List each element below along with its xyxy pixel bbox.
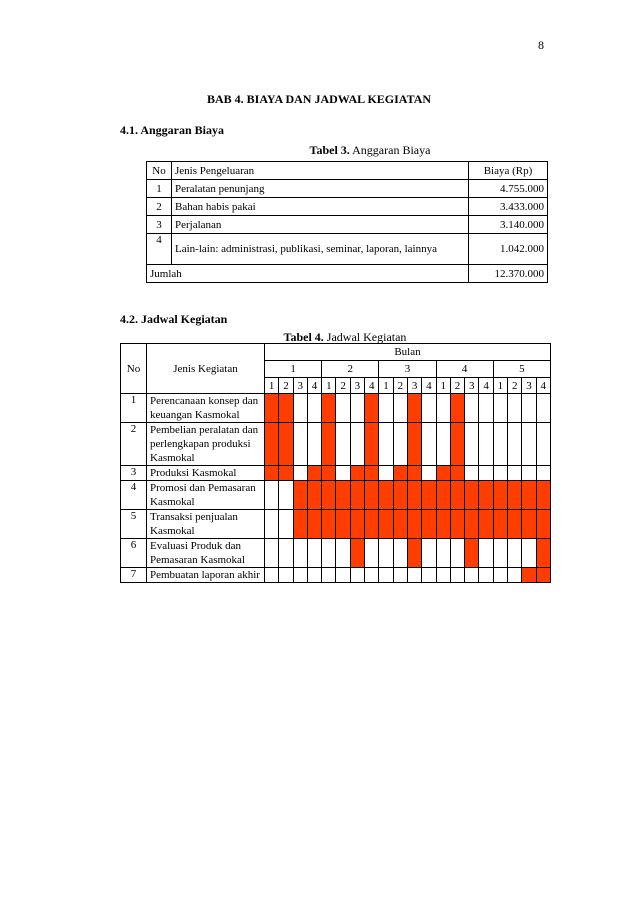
schedule-cell-active [536, 539, 550, 568]
schedule-cell [336, 568, 350, 583]
schedule-cell-active [407, 466, 421, 481]
budget-row [147, 216, 548, 234]
week-header: 3 [293, 378, 307, 394]
schedule-cell [336, 466, 350, 481]
budget-total-row [147, 265, 548, 283]
schedule-row [121, 394, 551, 423]
schedule-cell [479, 539, 493, 568]
schedule-cell [265, 539, 279, 568]
schedule-cell-active [265, 466, 279, 481]
total-value: 12.370.000 [469, 265, 548, 283]
schedule-cell [508, 539, 522, 568]
schedule-cell [479, 568, 493, 583]
schedule-cell-active [436, 481, 450, 510]
schedule-cell [322, 568, 336, 583]
row-item: Perjalanan [172, 216, 469, 234]
schedule-cell-active [336, 510, 350, 539]
schedule-cell [307, 423, 321, 466]
activity-no: 1 [121, 394, 147, 423]
row-no: 3 [147, 216, 172, 234]
schedule-cell [379, 466, 393, 481]
budget-header-row [147, 162, 548, 180]
schedule-cell [536, 394, 550, 423]
schedule-cell-active [465, 510, 479, 539]
week-header: 3 [522, 378, 536, 394]
activity-no: 7 [121, 568, 147, 583]
header-no: No [147, 162, 172, 180]
schedule-cell [265, 481, 279, 510]
schedule-cell [393, 568, 407, 583]
activity-no: 4 [121, 481, 147, 510]
schedule-cell-active [379, 510, 393, 539]
schedule-cell-active [365, 423, 379, 466]
schedule-cell-active [350, 510, 364, 539]
schedule-cell [293, 568, 307, 583]
month-header: 1 [265, 361, 322, 378]
activity-name: Promosi dan Pemasaran Kasmokal [147, 481, 265, 510]
week-header: 1 [493, 378, 507, 394]
schedule-cell [365, 568, 379, 583]
schedule-cell [307, 539, 321, 568]
schedule-cell-active [450, 466, 464, 481]
row-item: Lain-lain: administrasi, publikasi, seminar, laporan, lainnya [172, 234, 469, 265]
budget-row [147, 180, 548, 198]
week-header: 2 [450, 378, 464, 394]
schedule-cell [536, 466, 550, 481]
schedule-cell-active [279, 466, 293, 481]
schedule-cell [436, 539, 450, 568]
schedule-cell [393, 423, 407, 466]
month-header: 4 [436, 361, 493, 378]
schedule-cell [379, 394, 393, 423]
budget-row [147, 234, 548, 265]
schedule-cell [493, 466, 507, 481]
header-month-group: Bulan [265, 344, 551, 361]
schedule-cell [522, 466, 536, 481]
schedule-cell-active [279, 423, 293, 466]
row-cost: 4.755.000 [469, 180, 548, 198]
row-cost: 1.042.000 [469, 234, 548, 265]
week-header: 1 [322, 378, 336, 394]
schedule-cell [422, 539, 436, 568]
schedule-cell-active [450, 394, 464, 423]
schedule-cell [422, 423, 436, 466]
schedule-cell [465, 423, 479, 466]
schedule-cell [522, 423, 536, 466]
schedule-cell [322, 539, 336, 568]
schedule-cell-active [307, 466, 321, 481]
schedule-cell [508, 466, 522, 481]
schedule-cell-active [436, 510, 450, 539]
row-item: Peralatan penunjang [172, 180, 469, 198]
schedule-cell [293, 539, 307, 568]
schedule-cell-active [322, 481, 336, 510]
schedule-cell [293, 466, 307, 481]
schedule-cell-active [450, 510, 464, 539]
month-header: 2 [322, 361, 379, 378]
schedule-cell [350, 394, 364, 423]
schedule-cell-active [350, 481, 364, 510]
schedule-cell-active [322, 423, 336, 466]
schedule-cell [279, 481, 293, 510]
schedule-cell [479, 423, 493, 466]
week-header: 4 [479, 378, 493, 394]
schedule-cell-active [293, 481, 307, 510]
schedule-cell [393, 539, 407, 568]
schedule-cell [422, 568, 436, 583]
schedule-cell [265, 510, 279, 539]
schedule-cell-active [379, 481, 393, 510]
row-no: 4 [147, 234, 172, 265]
week-header: 4 [365, 378, 379, 394]
schedule-header-row [121, 344, 551, 361]
schedule-cell [293, 423, 307, 466]
schedule-cell [493, 568, 507, 583]
row-cost: 3.433.000 [469, 198, 548, 216]
schedule-cell-active [479, 510, 493, 539]
header-cost: Biaya (Rp) [469, 162, 548, 180]
schedule-cell-active [522, 481, 536, 510]
schedule-cell [293, 394, 307, 423]
schedule-cell-active [407, 481, 421, 510]
week-header: 4 [422, 378, 436, 394]
schedule-cell [279, 568, 293, 583]
schedule-cell-active [322, 466, 336, 481]
page-number: 8 [538, 38, 544, 52]
schedule-cell [508, 423, 522, 466]
schedule-cell [479, 394, 493, 423]
schedule-cell-active [307, 510, 321, 539]
schedule-row [121, 423, 551, 466]
schedule-cell-active [393, 510, 407, 539]
schedule-cell-active [465, 539, 479, 568]
schedule-cell-active [265, 423, 279, 466]
schedule-cell [465, 466, 479, 481]
schedule-cell [436, 423, 450, 466]
schedule-cell [522, 539, 536, 568]
schedule-cell-active [293, 510, 307, 539]
week-header: 4 [307, 378, 321, 394]
schedule-table [120, 343, 551, 583]
schedule-cell [379, 539, 393, 568]
schedule-cell-active [522, 568, 536, 583]
schedule-cell [508, 394, 522, 423]
caption-text: Anggaran Biaya [349, 143, 431, 157]
schedule-cell [493, 423, 507, 466]
schedule-cell-active [465, 481, 479, 510]
schedule-cell [393, 394, 407, 423]
schedule-cell [379, 568, 393, 583]
schedule-cell [465, 568, 479, 583]
week-header: 2 [336, 378, 350, 394]
schedule-cell-active [407, 423, 421, 466]
schedule-cell [422, 466, 436, 481]
row-item: Bahan habis pakai [172, 198, 469, 216]
month-header: 3 [379, 361, 436, 378]
activity-name: Pembuatan laporan akhir [147, 568, 265, 583]
schedule-cell [365, 539, 379, 568]
activity-name: Produksi Kasmokal [147, 466, 265, 481]
schedule-cell-active [407, 510, 421, 539]
activity-name: Perencanaan konsep dan keuangan Kasmokal [147, 394, 265, 423]
schedule-cell-active [508, 510, 522, 539]
schedule-cell-active [265, 394, 279, 423]
schedule-row [121, 568, 551, 583]
schedule-cell [450, 539, 464, 568]
schedule-row [121, 466, 551, 481]
schedule-cell [279, 510, 293, 539]
schedule-cell-active [393, 466, 407, 481]
schedule-cell [350, 568, 364, 583]
schedule-cell-active [350, 466, 364, 481]
schedule-cell-active [407, 394, 421, 423]
activity-no: 2 [121, 423, 147, 466]
schedule-cell [479, 466, 493, 481]
row-no: 1 [147, 180, 172, 198]
schedule-cell-active [336, 481, 350, 510]
schedule-cell [436, 568, 450, 583]
schedule-cell [336, 423, 350, 466]
week-header: 2 [393, 378, 407, 394]
activity-name: Pembelian peralatan dan perlengkapan produksi Kasmokal [147, 423, 265, 466]
header-activity: Jenis Kegiatan [147, 344, 265, 394]
schedule-cell [450, 568, 464, 583]
week-header: 2 [508, 378, 522, 394]
schedule-cell-active [422, 510, 436, 539]
schedule-cell-active [479, 481, 493, 510]
schedule-cell-active [508, 481, 522, 510]
week-header: 1 [379, 378, 393, 394]
schedule-cell-active [350, 539, 364, 568]
schedule-cell-active [536, 568, 550, 583]
header-no: No [121, 344, 147, 394]
week-header: 3 [465, 378, 479, 394]
activity-no: 5 [121, 510, 147, 539]
schedule-cell-active [436, 466, 450, 481]
schedule-row [121, 539, 551, 568]
schedule-cell [493, 394, 507, 423]
schedule-cell [336, 539, 350, 568]
schedule-cell-active [522, 510, 536, 539]
activity-name: Evaluasi Produk dan Pemasaran Kasmokal [147, 539, 265, 568]
schedule-cell-active [407, 539, 421, 568]
schedule-cell-active [393, 481, 407, 510]
row-no: 2 [147, 198, 172, 216]
week-header: 1 [265, 378, 279, 394]
week-header: 3 [407, 378, 421, 394]
schedule-cell [422, 394, 436, 423]
budget-table [146, 161, 548, 283]
schedule-cell-active [450, 423, 464, 466]
schedule-cell [508, 568, 522, 583]
schedule-cell [279, 539, 293, 568]
table-caption-budget [220, 143, 520, 158]
schedule-cell-active [493, 510, 507, 539]
schedule-cell [493, 539, 507, 568]
total-label: Jumlah [147, 265, 469, 283]
activity-no: 6 [121, 539, 147, 568]
schedule-cell-active [365, 481, 379, 510]
schedule-cell-active [322, 394, 336, 423]
budget-row [147, 198, 548, 216]
schedule-cell-active [536, 510, 550, 539]
schedule-cell [522, 394, 536, 423]
section-heading-budget: 4.1. Anggaran Biaya [120, 123, 225, 137]
month-header: 5 [493, 361, 550, 378]
schedule-cell [407, 568, 421, 583]
week-header: 3 [350, 378, 364, 394]
row-cost: 3.140.000 [469, 216, 548, 234]
schedule-cell-active [450, 481, 464, 510]
caption-label: Tabel 3. [309, 143, 350, 157]
schedule-cell-active [536, 481, 550, 510]
schedule-cell-active [279, 394, 293, 423]
schedule-cell-active [422, 481, 436, 510]
schedule-cell-active [307, 481, 321, 510]
schedule-row [121, 510, 551, 539]
schedule-cell-active [322, 510, 336, 539]
schedule-cell-active [365, 510, 379, 539]
schedule-cell [350, 423, 364, 466]
week-header: 1 [436, 378, 450, 394]
week-header: 2 [279, 378, 293, 394]
schedule-cell [465, 394, 479, 423]
section-heading-schedule: 4.2. Jadwal Kegiatan [120, 312, 228, 326]
week-header: 4 [536, 378, 550, 394]
caption-label: Tabel 4. [283, 330, 324, 344]
schedule-cell [379, 423, 393, 466]
schedule-cell-active [365, 466, 379, 481]
schedule-cell-active [365, 394, 379, 423]
schedule-cell [307, 394, 321, 423]
activity-no: 3 [121, 466, 147, 481]
schedule-cell [307, 568, 321, 583]
schedule-row [121, 481, 551, 510]
schedule-cell [336, 394, 350, 423]
chapter-title: BAB 4. BIAYA DAN JADWAL KEGIATAN [206, 92, 432, 106]
header-item: Jenis Pengeluaran [172, 162, 469, 180]
schedule-cell [536, 423, 550, 466]
activity-name: Transaksi penjualan Kasmokal [147, 510, 265, 539]
schedule-cell-active [493, 481, 507, 510]
schedule-cell [436, 394, 450, 423]
schedule-cell [265, 568, 279, 583]
caption-text: Jadwal Kegiatan [323, 330, 407, 344]
